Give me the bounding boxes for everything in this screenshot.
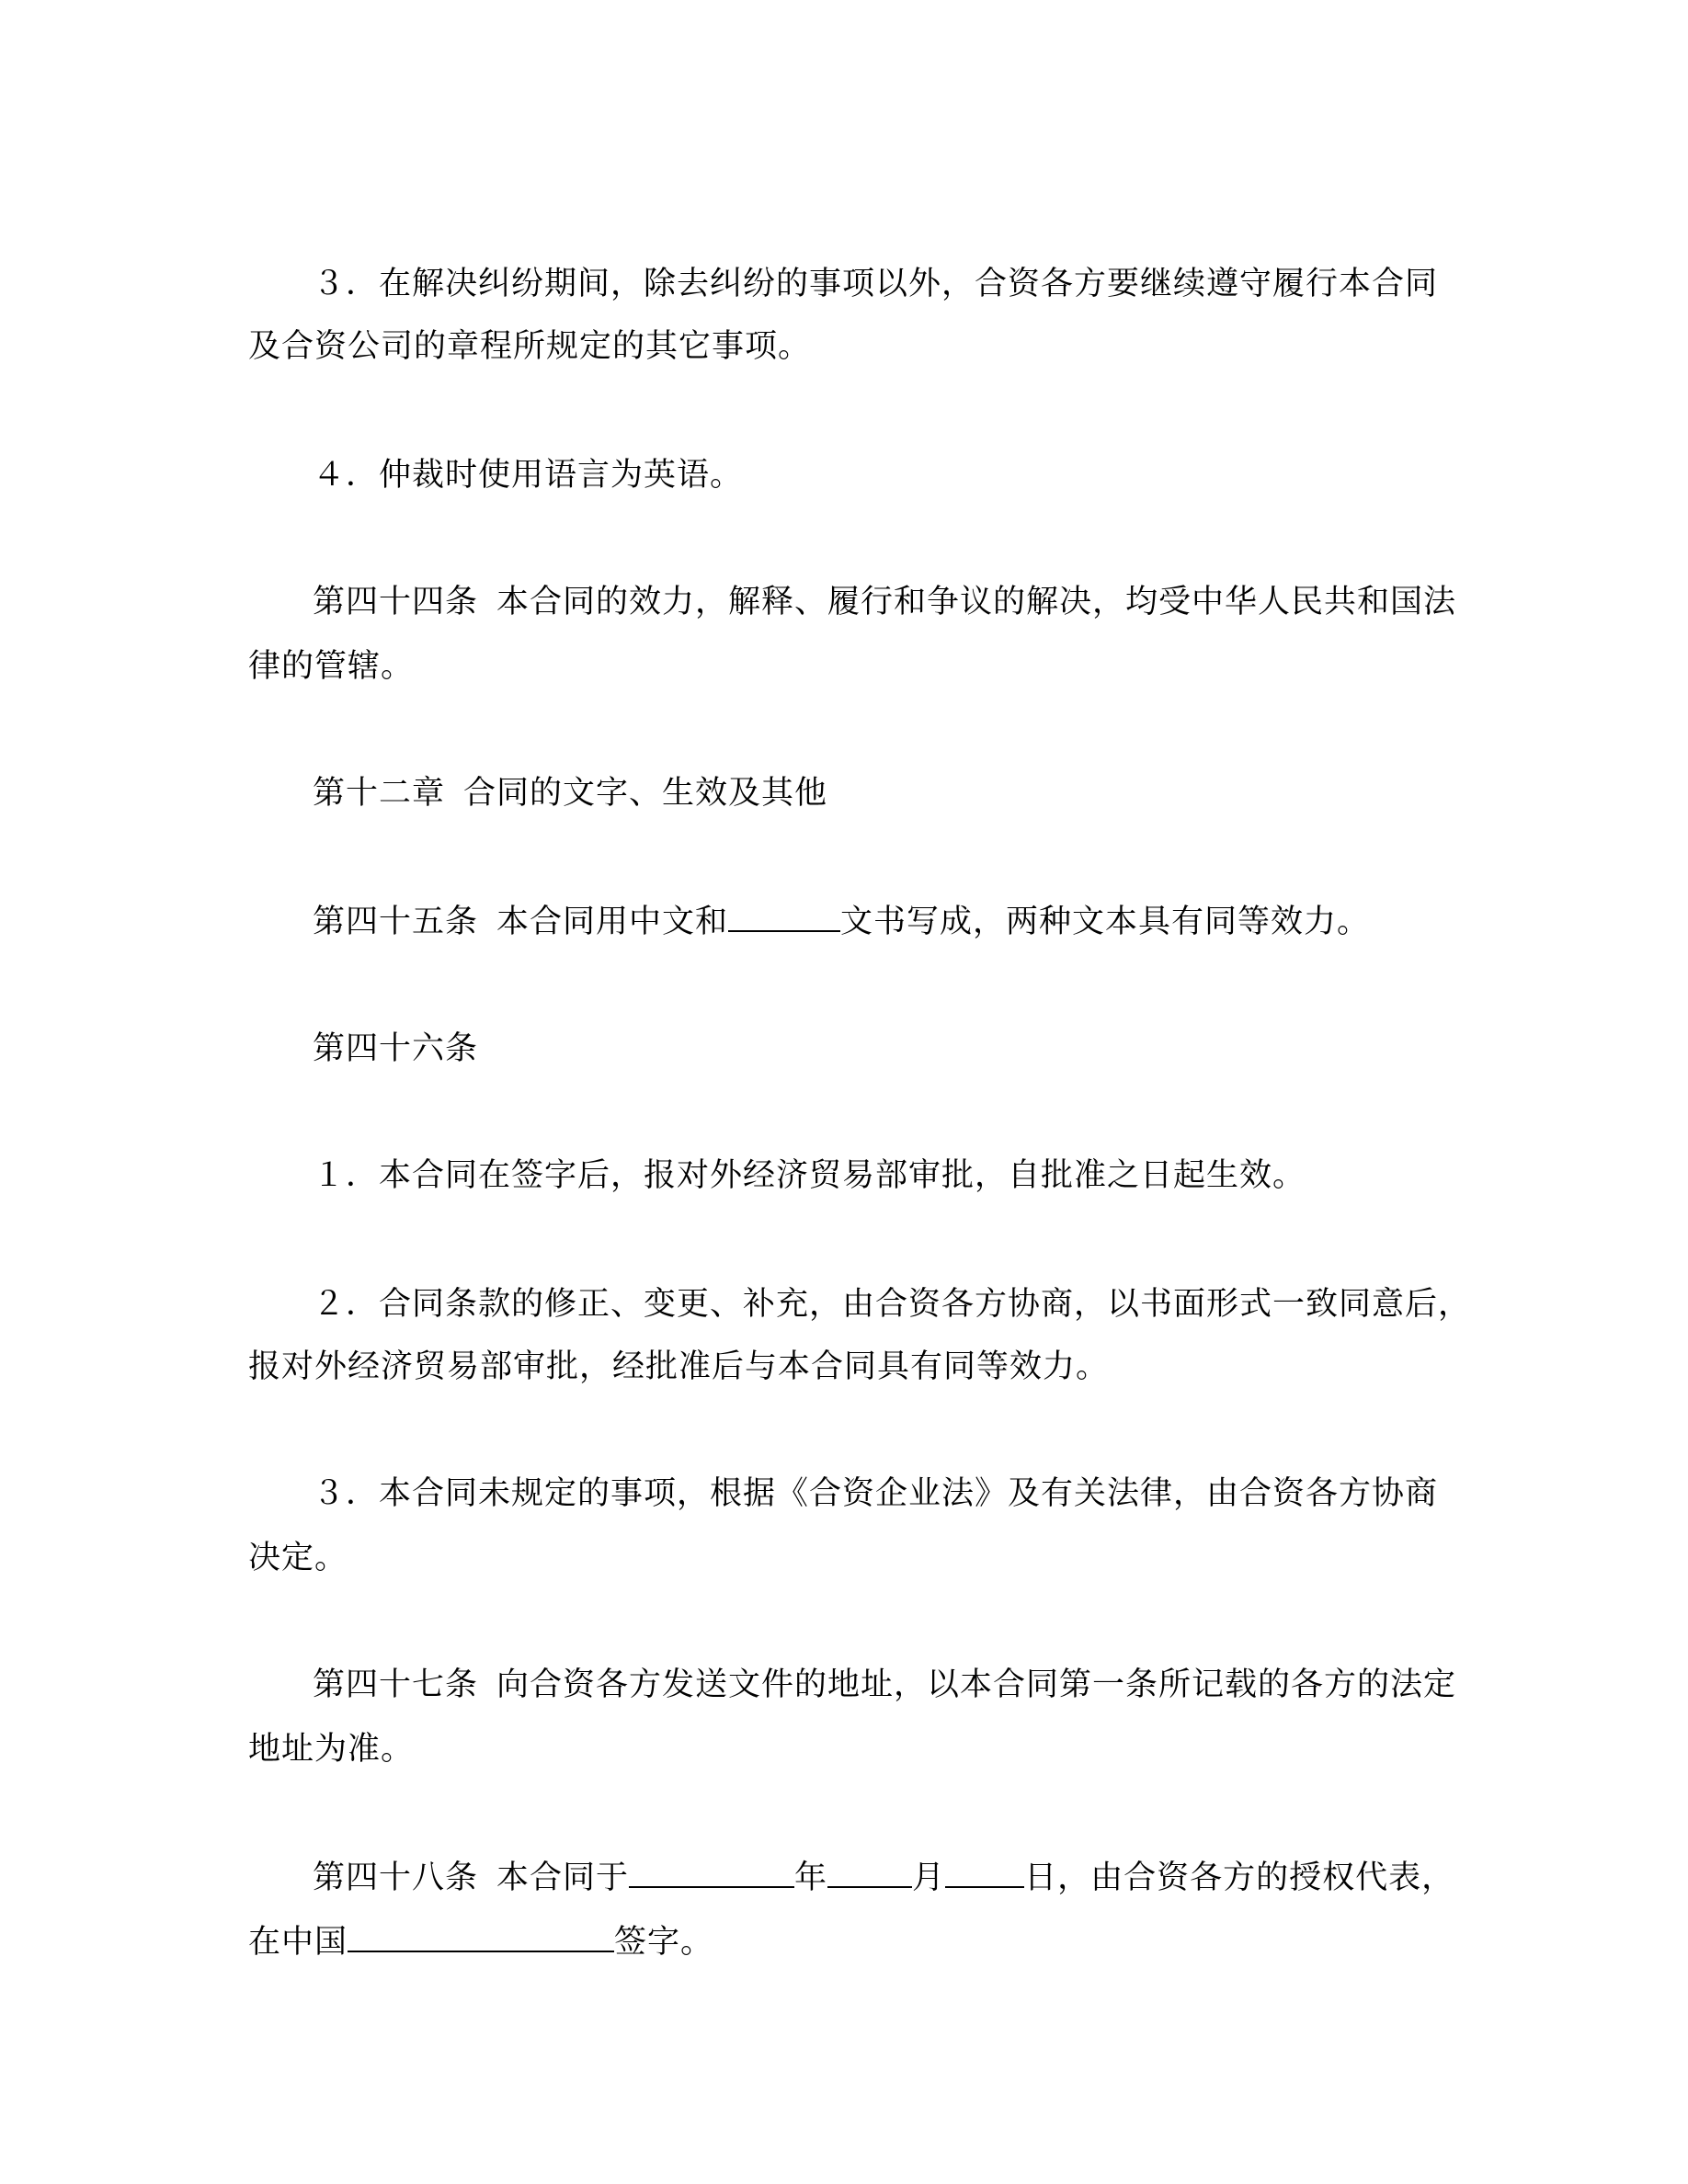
- article-text: 地址为准。: [248, 1731, 415, 1768]
- clause-text: 本合同在签字后，报对外经济贸易部审批，自批准之日起生效。: [379, 1157, 1306, 1194]
- clause-text: 合同条款的修正、变更、补充，由合资各方协商，以书面形式一致同意后，: [379, 1286, 1472, 1323]
- article-text: 律的管辖。: [248, 648, 415, 685]
- fill-blank-language[interactable]: [728, 897, 840, 932]
- article-title: 第四十七条: [313, 1666, 479, 1703]
- clause-text: 在解决纠纷期间，除去纠纷的事项以外，合资各方要继续遵守履行本合同: [379, 266, 1439, 302]
- clause-46-2-line-1: [313, 1281, 1471, 1327]
- chapter-12-heading: [313, 770, 827, 816]
- clause-number: ４．: [313, 457, 380, 494]
- clause-3-line-1: [313, 261, 1438, 307]
- article-47-line-2: [248, 1726, 414, 1772]
- clause-text: 报对外经济贸易部审批，经批准后与本合同具有同等效力。: [248, 1348, 1110, 1385]
- clause-4-line-1: [313, 452, 743, 498]
- clause-46-3-line-1: [313, 1471, 1438, 1517]
- month-label: 月: [912, 1860, 946, 1896]
- article-44-line-1: [313, 579, 1456, 625]
- article-title: 第四十六条: [313, 1030, 479, 1067]
- article-title: 第四十八条: [313, 1860, 479, 1896]
- chapter-title: 第十二章: [313, 775, 446, 812]
- article-text: 文书写成，两种文本具有同等效力。: [840, 904, 1371, 940]
- article-text: 日，由合资各方的授权代表，: [1024, 1860, 1455, 1896]
- clause-number: ３．: [313, 266, 380, 302]
- fill-blank-day[interactable]: [945, 1853, 1024, 1888]
- article-text: 本合同用中文和: [496, 904, 729, 940]
- clause-text: 本合同未规定的事项，根据《合资企业法》及有关法律，由合资各方协商: [379, 1475, 1439, 1512]
- article-46-heading: [313, 1026, 478, 1072]
- clause-text: 决定。: [248, 1540, 348, 1576]
- fill-blank-month[interactable]: [827, 1853, 912, 1888]
- clause-number: ３．: [313, 1475, 380, 1512]
- clause-number: １．: [313, 1157, 380, 1194]
- article-text: 向合资各方发送文件的地址，以本合同第一条所记载的各方的法定: [496, 1666, 1457, 1703]
- clause-3-line-2: [248, 324, 811, 370]
- article-47-line-1: [313, 1662, 1456, 1708]
- fill-blank-year[interactable]: [629, 1853, 794, 1888]
- clause-text: 及合资公司的章程所规定的其它事项。: [248, 328, 812, 365]
- article-text: 在中国: [248, 1924, 348, 1961]
- article-title: 第四十四条: [313, 584, 479, 620]
- clause-number: ２．: [313, 1286, 380, 1323]
- article-48-line-2: [248, 1917, 713, 1965]
- article-48-line-1: [313, 1853, 1454, 1901]
- chapter-text: 合同的文字、生效及其他: [463, 775, 828, 812]
- article-text: 本合同的效力，解释、履行和争议的解决，均受中华人民共和国法: [496, 584, 1457, 620]
- article-text: 签字。: [614, 1924, 714, 1961]
- clause-46-1-line-1: [313, 1153, 1306, 1199]
- article-44-line-2: [248, 643, 414, 689]
- article-45-line-1: [313, 897, 1370, 945]
- clause-46-2-line-2: [248, 1344, 1109, 1390]
- article-title: 第四十五条: [313, 904, 479, 940]
- year-label: 年: [794, 1860, 828, 1896]
- article-text: 本合同于: [496, 1860, 630, 1896]
- clause-text: 仲裁时使用语言为英语。: [379, 457, 744, 494]
- clause-46-3-line-2: [248, 1535, 348, 1581]
- fill-blank-place[interactable]: [348, 1917, 614, 1952]
